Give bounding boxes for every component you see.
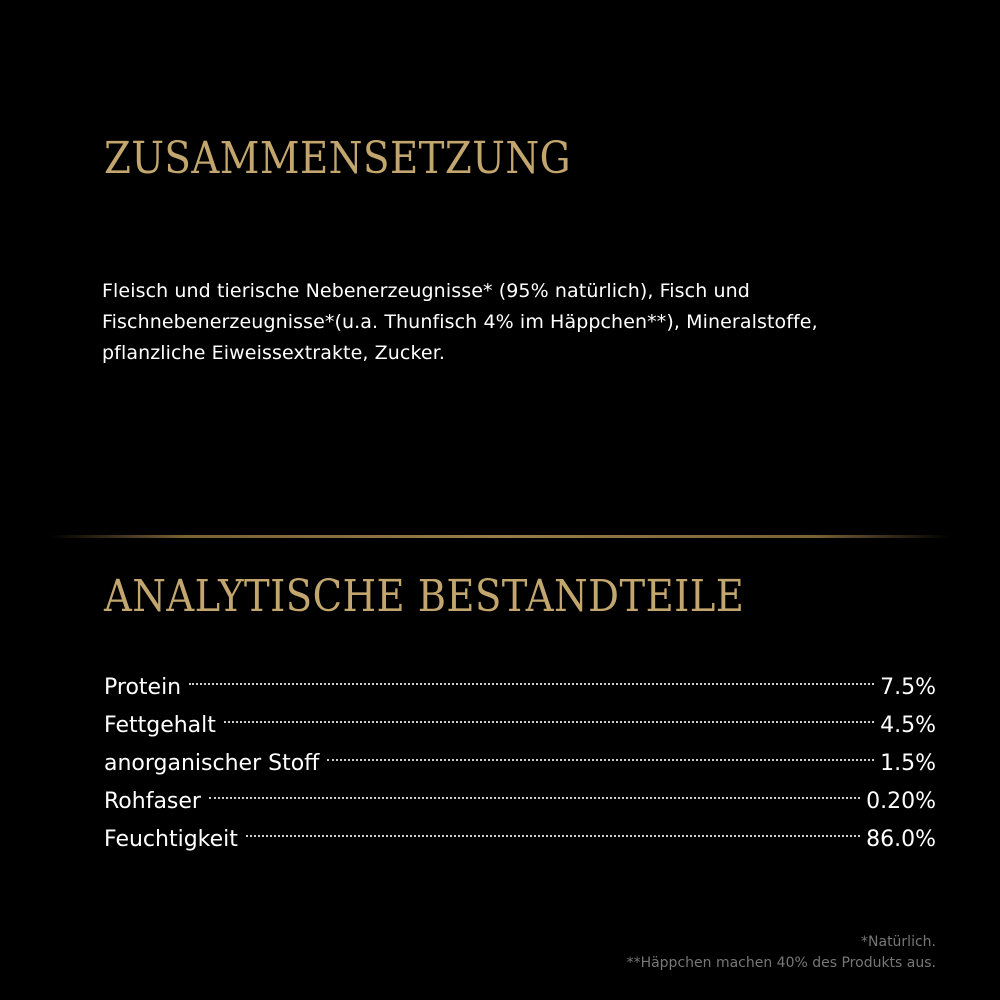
- analysis-value: 7.5%: [880, 675, 936, 700]
- dot-leader: [189, 656, 874, 694]
- analysis-label: Feuchtigkeit: [104, 827, 238, 852]
- section-divider: [50, 535, 950, 538]
- analysis-label: Rohfaser: [104, 789, 201, 814]
- analysis-value: 0.20%: [866, 789, 936, 814]
- analysis-row-protein: [104, 656, 936, 700]
- analysis-row-fibre: [104, 770, 936, 814]
- footnote-natural: *Natürlich.: [861, 934, 936, 950]
- analysis-value: 4.5%: [880, 713, 936, 738]
- analysis-label: Protein: [104, 675, 182, 700]
- analysis-heading: ANALYTISCHE BESTANDTEILE: [104, 571, 745, 622]
- dot-leader: [224, 694, 874, 732]
- analysis-label: anorganischer Stoff: [104, 751, 320, 776]
- dot-leader: [209, 770, 860, 808]
- analysis-list: [104, 656, 936, 852]
- footnote-chunks: **Häppchen machen 40% des Produkts aus.: [626, 955, 936, 971]
- analysis-label: Fettgehalt: [104, 713, 216, 738]
- composition-heading: ZUSAMMENSETZUNG: [104, 133, 572, 184]
- analysis-value: 86.0%: [866, 827, 936, 852]
- dot-leader: [246, 808, 860, 846]
- analysis-row-moisture: [104, 808, 936, 852]
- footnotes: [627, 932, 936, 974]
- analysis-row-fat: [104, 694, 936, 738]
- dot-leader: [327, 732, 874, 770]
- analysis-row-ash: [104, 732, 936, 776]
- composition-text: Fleisch und tierische Nebenerzeugnisse* (95% natürlich), Fisch und Fischnebenerzeugnisse*(u.a. Thunfisch 4% im Häppchen**), Mineralstoffe, pflanzliche Eiweissextrakte, Zucker.: [102, 280, 818, 364]
- analysis-value: 1.5%: [880, 751, 936, 776]
